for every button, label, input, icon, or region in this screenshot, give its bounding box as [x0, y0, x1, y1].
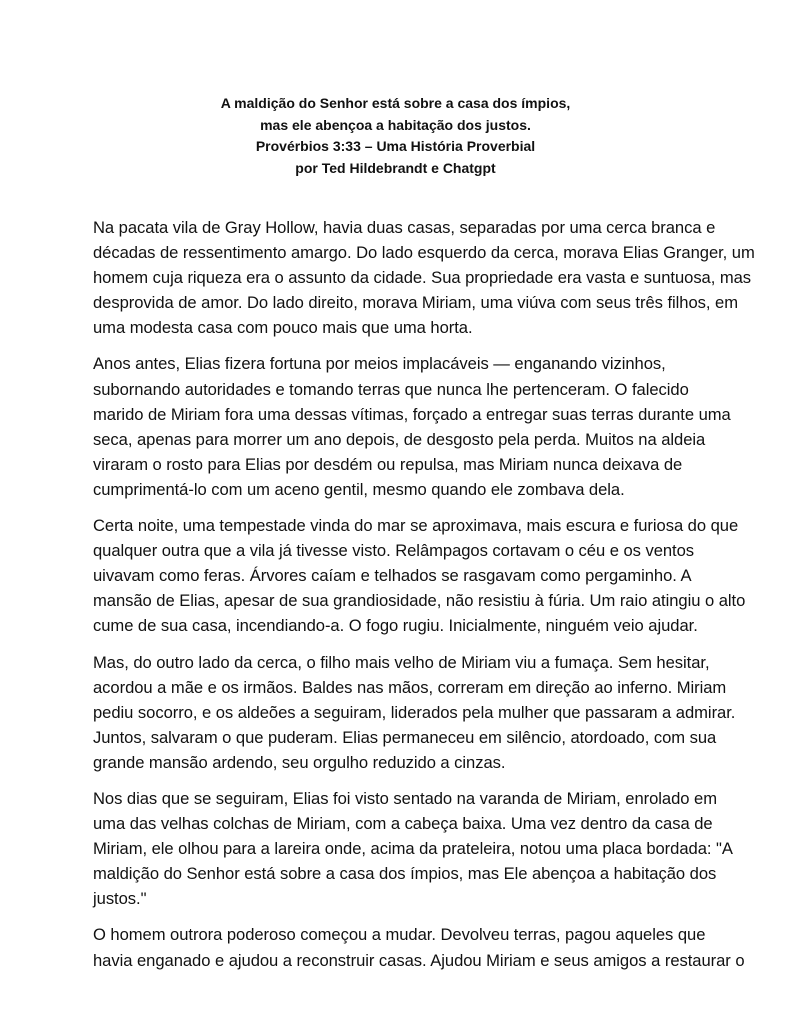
text-line: homem cuja riqueza era o assunto da cidade. Sua propriedade era vasta e suntuosa, mas [93, 268, 752, 288]
text-line: Anos antes, Elias fizera fortuna por meios implacáveis — enganando vizinhos, [93, 354, 666, 374]
paragraph-4 [93, 650, 736, 775]
text-line: acordou a mãe e os irmãos. Baldes nas mãos, correram em direção ao inferno. Miriam [93, 677, 727, 697]
text-line: qualquer outra que a vila já tivesse visto. Relâmpagos cortavam o céu e os ventos [93, 541, 695, 561]
text-line: grande mansão ardendo, seu orgulho reduzido a cinzas. [93, 752, 506, 772]
header-author-line: por Ted Hildebrandt e Chatgpt [295, 159, 496, 176]
text-line: mansão de Elias, apesar de sua grandiosidade, não resistiu à fúria. Um raio atingiu o alto [93, 591, 746, 611]
paragraph-2 [93, 351, 731, 502]
text-line: décadas de ressentimento amargo. Do lado esquerdo da cerca, morava Elias Granger, um [93, 243, 755, 263]
text-line: justos." [93, 889, 147, 909]
text-line: Na pacata vila de Gray Hollow, havia duas casas, separadas por uma cerca branca e [93, 218, 716, 237]
text-line: marido de Miriam fora uma dessas vítimas, forçado a entregar suas terras durante uma [93, 404, 731, 424]
text-line: desprovida de amor. Do lado direito, morava Miriam, uma viúva com seus três filhos, em [93, 293, 738, 313]
text-line: seca, apenas para morrer um ano depois, de desgosto pela perda. Muitos na aldeia [93, 429, 706, 449]
text-line: Juntos, salvaram o que puderam. Elias permaneceu em silêncio, atordoado, com sua [93, 727, 717, 747]
text-line: Mas, do outro lado da cerca, o filho mais velho de Miriam viu a fumaça. Sem hesitar, [93, 652, 710, 672]
text-line: uma modesta casa com pouco mais que uma horta. [93, 318, 473, 338]
paragraph-6 [93, 922, 745, 972]
document-header [0, 93, 791, 179]
text-line: uma das velhas colchas de Miriam, com a cabeça baixa. Uma vez dentro da casa de [93, 814, 713, 834]
paragraph-3 [93, 513, 746, 638]
paragraph-1 [93, 215, 755, 340]
text-line: Certa noite, uma tempestade vinda do mar se aproximava, mais escura e furiosa do que [93, 516, 739, 536]
paragraph-5 [93, 786, 733, 911]
text-line: cume de sua casa, incendiando-a. O fogo rugiu. Inicialmente, ninguém veio ajudar. [93, 616, 698, 636]
text-line: subornando autoridades e tomando terras que nunca lhe pertenceram. O falecido [93, 379, 689, 399]
text-line: O homem outrora poderoso começou a mudar. Devolveu terras, pagou aqueles que [93, 925, 706, 945]
text-line: Miriam, ele olhou para a lareira onde, acima da prateleira, notou uma placa bordada: "A [93, 839, 733, 859]
text-line: cumprimentá-lo com um aceno gentil, mesmo quando ele zombava dela. [93, 479, 625, 499]
document-body [93, 215, 755, 984]
text-line: havia enganado e ajudou a reconstruir casas. Ajudou Miriam e seus amigos a restaurar o [93, 950, 745, 970]
header-title-line-1: A maldição do Senhor está sobre a casa dos ímpios, [220, 95, 571, 111]
text-line: pediu socorro, e os aldeões a seguiram, liderados pela mulher que passaram a admirar. [93, 702, 736, 722]
text-line: maldição do Senhor está sobre a casa dos ímpios, mas Ele abençoa a habitação dos [93, 864, 717, 884]
text-line: uivavam como feras. Árvores caíam e telhados se rasgavam como pergaminho. A [93, 566, 692, 586]
text-line: Nos dias que se seguiram, Elias foi visto sentado na varanda de Miriam, enrolado em [93, 788, 717, 808]
header-scripture-reference: Provérbios 3:33 – Uma História Proverbial [255, 138, 536, 154]
header-title-line-2: mas ele abençoa a habitação dos justos. [260, 116, 531, 133]
text-line: viraram o rosto para Elias por desdém ou repulsa, mas Miriam nunca deixava de [93, 454, 683, 474]
